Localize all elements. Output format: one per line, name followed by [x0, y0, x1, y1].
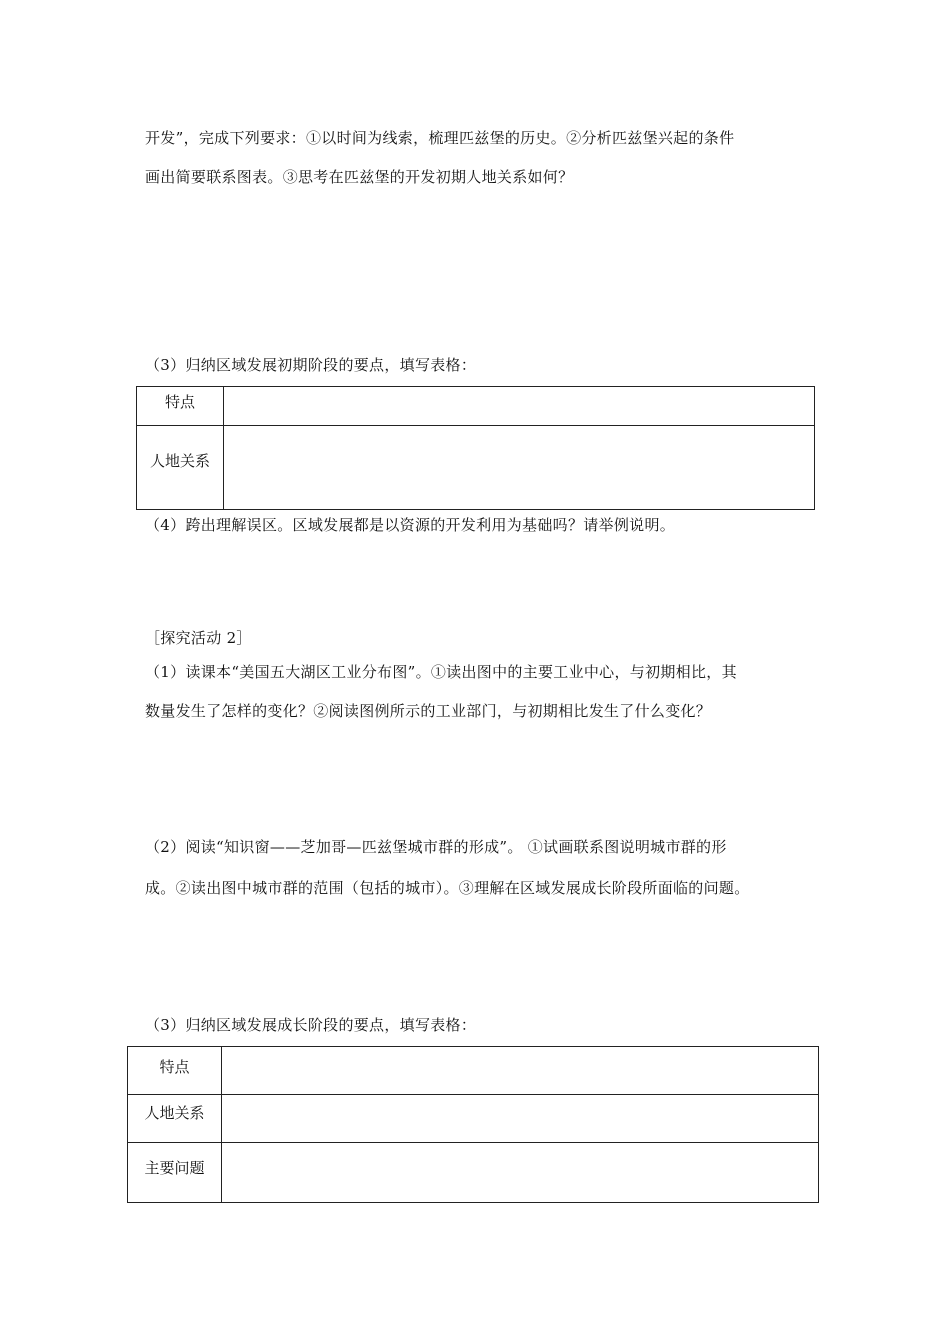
table-label-cell	[128, 1095, 222, 1143]
activity-2-q2-line-1: （2）阅读“知识窗——芝加哥—匹兹堡城市群的形成”。 ①试画联系图说明城市群的形	[145, 838, 727, 856]
question-4-misconception: （4）跨出理解误区。区域发展都是以资源的开发利用为基础吗？请举例说明。	[145, 516, 676, 534]
table-label-cell	[128, 1143, 222, 1203]
activity-2-q3-growth-stage: （3）归纳区域发展成长阶段的要点，填写表格：	[145, 1016, 477, 1034]
answer-cell-human-land-relation[interactable]	[222, 1095, 819, 1143]
label-human-land-relation: 人地关系	[144, 1104, 205, 1122]
intro-line-2: 画出简要联系图表。③思考在匹兹堡的开发初期人地关系如何？	[145, 168, 574, 186]
table-row	[128, 1095, 819, 1143]
activity-2-q2-line-2: 成。②读出图中城市群的范围（包括的城市）。③理解在区域发展成长阶段所面临的问题。	[145, 879, 750, 897]
growth-stage-table	[127, 1046, 819, 1203]
table-row	[137, 426, 815, 510]
table-row	[128, 1143, 819, 1203]
question-3-initial-stage: （3）归纳区域发展初期阶段的要点，填写表格：	[145, 356, 477, 374]
intro-line-1: 开发”，完成下列要求：①以时间为线索，梳理匹兹堡的历史。②分析匹兹堡兴起的条件	[145, 129, 735, 147]
answer-cell-human-land-relation[interactable]	[224, 426, 815, 510]
label-human-land-relation: 人地关系	[149, 452, 210, 470]
initial-stage-table	[136, 386, 815, 510]
activity-2-q1-line-2: 数量发生了怎样的变化？②阅读图例所示的工业部门，与初期相比发生了什么变化？	[145, 702, 712, 720]
label-features: 特点	[164, 393, 195, 411]
table-row	[137, 387, 815, 426]
answer-cell-features[interactable]	[222, 1047, 819, 1095]
activity-2-heading: ［探究活动 2］	[145, 629, 252, 647]
label-features: 特点	[159, 1058, 190, 1076]
table-row	[128, 1047, 819, 1095]
table-label-cell	[128, 1047, 222, 1095]
table-label-cell	[137, 387, 224, 426]
answer-cell-features[interactable]	[224, 387, 815, 426]
label-main-problems: 主要问题	[144, 1159, 205, 1177]
table-label-cell	[137, 426, 224, 510]
answer-cell-main-problems[interactable]	[222, 1143, 819, 1203]
activity-2-q1-line-1: （1）读课本“美国五大湖区工业分布图”。①读出图中的主要工业中心，与初期相比，其	[145, 663, 737, 681]
